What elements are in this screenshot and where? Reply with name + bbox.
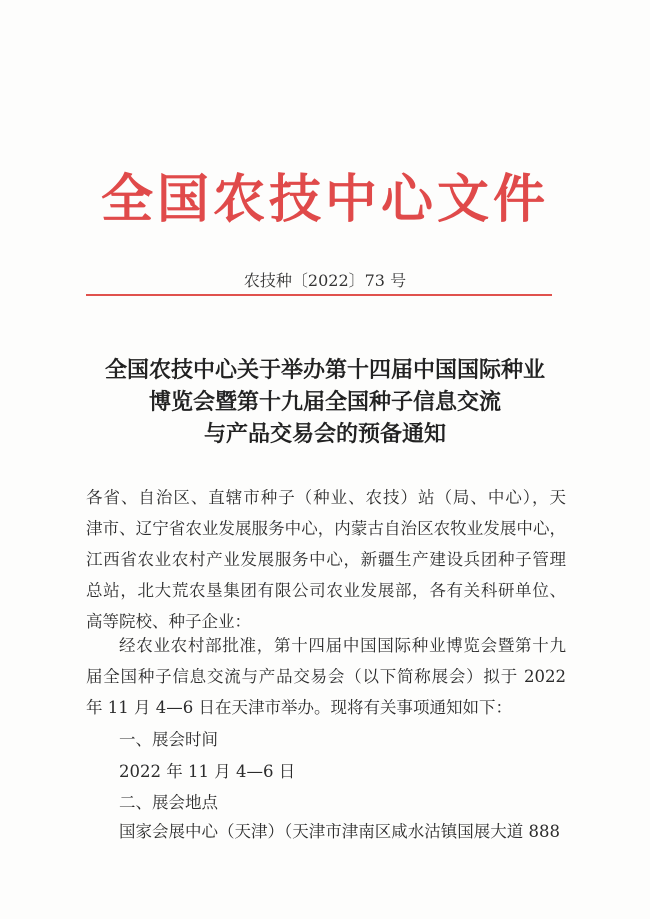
section-heading-time: 一、展会时间 [119,730,218,749]
section-value-venue: 国家会展中心（天津）（天津市津南区咸水沽镇国展大道 888 [119,822,560,841]
intro-line: 年 11 月 4—6 日在天津市举办。现将有关事项通知如下： [86,698,512,717]
document-header-title: 全国农技中心文件 [100,170,549,230]
recipients-line: 总站，北大荒农垦集团有限公司农业发展部，各有关科研单位、 [86,581,566,600]
recipients-line: 江西省农业农村产业发展服务中心，新疆生产建设兵团种子管理 [86,550,566,569]
recipients-line: 各省、自治区、直辖市种子（种业、农技）站（局、中心），天 [86,488,566,507]
intro-line: 届全国种子信息交流与产品交易会（以下简称展会）拟于 2022 [86,667,566,686]
recipients-line: 高等院校、种子企业： [86,612,251,631]
red-divider-rule [86,294,552,296]
intro-line: 经农业农村部批准，第十四届中国国际种业博览会暨第十九 [119,636,566,655]
recipients-paragraph [86,482,566,637]
notice-title [0,354,650,450]
intro-paragraph [86,630,566,723]
notice-title-line: 博览会暨第十九届全国种子信息交流 [148,389,501,415]
document-number: 农技种〔2022〕73 号 [243,271,407,290]
recipients-line: 津市、辽宁省农业发展服务中心，内蒙古自治区农牧业发展中心， [86,519,566,538]
notice-title-line: 与产品交易会的预备通知 [203,421,446,447]
section-heading-venue: 二、展会地点 [119,793,218,812]
section-value-time: 2022 年 11 月 4—6 日 [119,762,296,781]
notice-title-line: 全国农技中心关于举办第十四届中国国际种业 [104,357,545,383]
